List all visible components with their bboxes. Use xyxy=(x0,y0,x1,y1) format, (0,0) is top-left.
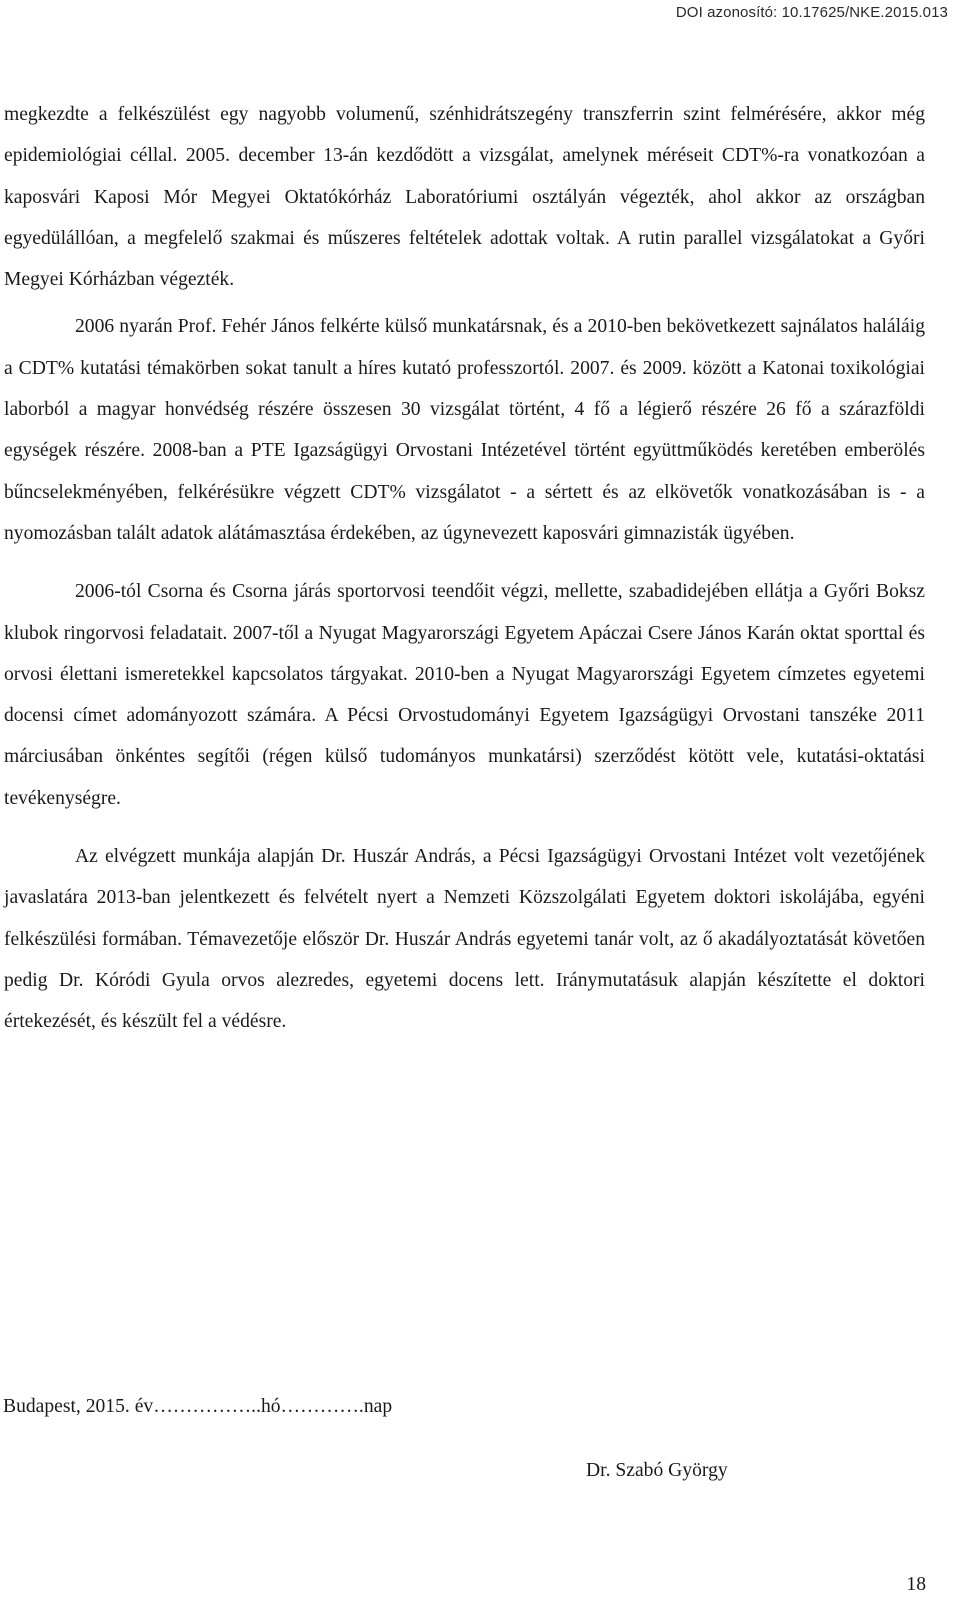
paragraph-2: 2006 nyarán Prof. Fehér János felkérte külső munkatársnak, és a 2010-ben bekövetkezett sajnálatos haláláig a CDT% kutatási témakörben sokat tanult a híres kutató professzortól. 2007. és 2009. között a Katonai toxikológiai laborból a magyar honvédség részére összesen 30 vizsgálat történt, 4 fő a légierő részére 26 fő a szárazföldi egységek részére. 2008-ban a PTE Igazságügyi Orvostani Intézetével történt együttműködés keretében emberölés bűncselekményében, felkérésükre végzett CDT% vizsgálatot - a sértett és az elkövetők vonatkozásában is - a nyomozásban talált adatok alátámasztása érdekében, az úgynevezett kaposvári gimnazisták ügyében. xyxy=(4,316,925,544)
document-body xyxy=(4,94,925,1043)
paragraph-3: 2006-tól Csorna és Csorna járás sportorvosi teendőit végzi, mellette, szabadidejében ellátja a Győri Boksz klubok ringorvosi feladatait. 2007-től a Nyugat Magyarországi Egyetem Apáczai Csere János Karán oktat sporttal és orvosi élettani ismeretekkel kapcsolatos tárgyakat. 2010-ben a Nyugat Magyarországi Egyetem címzetes egyetemi docensi címet adományozott számára. A Pécsi Orvostudományi Egyetem Igazságügyi Orvostani tanszéke 2011 márciusában önkéntes segítői (régen külső tudományos munkatársi) szerződést kötött vele, kutatási-oktatási tevékenységre. xyxy=(4,581,925,809)
paragraph-4: Az elvégzett munkája alapján Dr. Huszár András, a Pécsi Igazságügyi Orvostani Intézet volt vezetőjének javaslatára 2013-ban jelentkezett és felvételt nyert a Nemzeti Közszolgálati Egyetem doktori iskolájába, egyéni felkészülési formában. Témavezetője először Dr. Huszár András egyetemi tanár volt, az ő akadályoztatását követően pedig Dr. Kóródi Gyula orvos alezredes, egyetemi docens lett. Iránymutatásuk alapján készítette el doktori értekezését, és készült fel a védésre. xyxy=(4,846,925,1033)
page-number: 18 xyxy=(906,1574,926,1595)
paragraph-1: megkezdte a felkészülést egy nagyobb volumenű, szénhidrátszegény transzferrin szint felmérésére, akkor még epidemiológiai céllal. 2005. december 13-án kezdődött a vizsgálat, amelynek méréseit CDT%-ra vonatkozóan a kaposvári Kaposi Mór Megyei Oktatókórház Laboratóriumi osztályán végezték, ahol akkor az országban egyedülállóan, a megfelelő szakmai és műszeres feltételek adottak voltak. A rutin parallel vizsgálatokat a Győri Megyei Kórházban végezték. xyxy=(4,104,925,291)
doi-header: DOI azonosító: 10.17625/NKE.2015.013 xyxy=(675,4,948,21)
signature: Dr. Szabó György xyxy=(586,1460,728,1481)
date-line: Budapest, 2015. év……………..hó………….nap xyxy=(3,1396,393,1417)
